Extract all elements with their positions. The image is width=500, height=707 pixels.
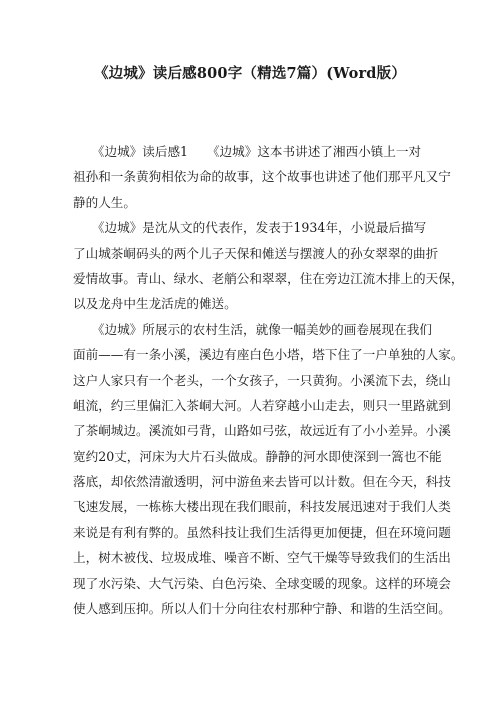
- text-line: 《边城》读后感1 《边城》这本书讲述了湘西小镇上一对: [73, 144, 422, 159]
- text-line: 来说是有利有弊的。虽然科技让我们生活得更加便捷，但在环境问题: [73, 524, 451, 540]
- text-line: 这户人家只有一个老头，一个女孩子，一只黄狗。小溪流下去，绕山: [73, 372, 451, 388]
- text-line: 岨流，约三里偏汇入茶峒大河。人若穿越小山走去，则只一里路就到: [73, 397, 451, 413]
- text-line: 落底，却依然清澈透明，河中游鱼来去皆可以计数。但在今天，科技: [73, 474, 451, 490]
- text-line: 祖孙和一条黄狗相依为命的故事，这个故事也讲述了他们那平凡又宁: [73, 169, 451, 185]
- text-line: 了茶峒城边。溪流如弓背，山路如弓弦，故远近有了小小差异。小溪: [73, 423, 451, 439]
- paragraph-1: [73, 139, 451, 215]
- text-line: 以及龙舟中生龙活虎的傩送。: [73, 296, 237, 312]
- text-line: 上，树木被伐、垃圾成堆、噪音不断、空气干燥等导致我们的生活出: [73, 550, 451, 566]
- paragraph-3: [73, 317, 464, 622]
- text-line: 《边城》是沈从文的代表作，发表于1934年，小说最后描写: [73, 220, 427, 236]
- text-line: 面前——有一条小溪，溪边有座白色小塔，塔下住了一户单独的人家。: [73, 347, 464, 363]
- document-body: [73, 139, 464, 621]
- text-line: 飞速发展，一栋栋大楼出现在我们眼前，科技发展迅速对于我们人类: [73, 499, 451, 515]
- text-line: 使人感到压抑。所以人们十分向往农村那种宁静、和谐的生活空间。: [73, 601, 451, 617]
- paragraph-2: [73, 215, 464, 317]
- text-line: 宽约20丈，河床为大片石头做成。静静的河水即使深到一篙也不能: [73, 448, 442, 464]
- text-line: 了山城茶峒码头的两个儿子天保和傩送与摆渡人的孙女翠翠的曲折: [73, 245, 439, 261]
- document-title: 《边城》读后感800字（精选7篇）(Word版）: [93, 65, 407, 82]
- text-line: 现了水污染、大气污染、白色污染、全球变暖的现象。这样的环境会: [73, 575, 451, 591]
- text-line: 静的人生。: [73, 194, 136, 210]
- text-line: 《边城》所展示的农村生活，就像一幅美妙的画卷展现在我们: [73, 321, 432, 337]
- text-line: 爱情故事。青山、绿水、老艄公和翠翠，住在旁边江流木排上的天保，: [73, 270, 464, 286]
